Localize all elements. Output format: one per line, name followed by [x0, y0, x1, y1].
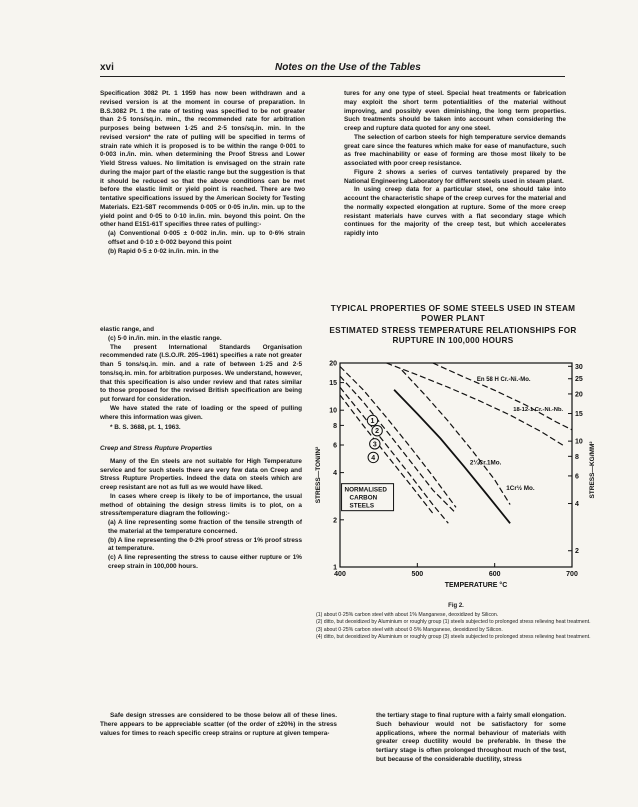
x-tick-label: 700 — [566, 571, 578, 578]
paragraph: In using creep data for a particular steel, one should take into account the characteristic shape of the creep curves for the material and the normally expected elongation at rupture. Some of the more creep resistant materials have curves with a flat secondary stage which continues for the majority of the creep test, but which accelerates rapidly into — [344, 186, 566, 237]
list-item: (b) Rapid 0·5 ± 0·02 in./in. min. in the — [108, 247, 219, 255]
y-right-tick-label: 6 — [575, 473, 579, 481]
plot-frame — [340, 363, 572, 567]
section-heading: Creep and Stress Rupture Properties — [100, 445, 213, 452]
y-right-tick-label: 30 — [575, 363, 583, 371]
steels-label: STEELS — [349, 502, 375, 510]
cr1mo-label: 1Cr½ Mo. — [506, 484, 535, 492]
figure-caption — [316, 612, 596, 642]
series-line-7 — [394, 390, 510, 524]
page-header — [100, 62, 565, 77]
paragraph: tures for any one type of steel. Special heat treatments or fabrication may exploit the short term potentialities of the material without improving, and possibly even diminishing, the long term properties. Such treatments should be taken into account when considering the creep and rupture data quoted for any one steel. — [344, 90, 566, 132]
paragraph: We have stated the rate of loading or the speed of pulling where this information was given. — [100, 404, 302, 421]
axis-ticks — [315, 361, 596, 590]
y-tick-label: 6 — [333, 442, 337, 450]
list-item: (a) A line representing some fraction of the tensile strength of the material at the temperature concerned. — [108, 519, 302, 535]
caption-line: (3) about 0·25% carbon steel with about 0·5% Manganese, deoxidized by Silicon. — [316, 626, 503, 633]
right-column-top — [344, 90, 566, 239]
caption-line: (4) ditto, but deoxidized by Aluminium or roughly group (3) steels subjected to prolonged stress relieving heat treatment. — [316, 634, 591, 641]
paragraph: Many of the En steels are not suitable for High Temperature service and for such steels there are very few data on Creep and Stress Rupture Properties. Indeed the data on steels which are creep resistant are not as full as we would have liked. — [100, 457, 302, 491]
running-title: Notes on the Use of the Tables — [275, 62, 421, 73]
y-axis-label-left: STRESS—TON/IN² — [315, 446, 322, 504]
figure-title-line-2: POWER PLANT — [421, 314, 485, 323]
series-line-6 — [433, 363, 572, 430]
list-item: (c) A line representing the stress to cause either rupture or 1% creep strain in 100,000 hours. — [108, 554, 302, 570]
carbon-label: CARBON — [349, 494, 378, 502]
y-right-tick-label: 20 — [575, 391, 583, 399]
paragraph: elastic range, and — [100, 326, 154, 333]
y-tick-label: 4 — [333, 470, 337, 478]
paragraph: the tertiary stage to final rupture with a fairly small elongation. Such behaviour would not be satisfactory for some applications, where the normal behaviour of materials with greater creep ductility would be preferable. In these the tertiary stage is often prolonged throughout much of the test, but because of the considerable ductility, stress — [376, 712, 566, 763]
y-right-tick-label: 8 — [575, 453, 579, 461]
y-right-tick-label: 25 — [575, 376, 583, 384]
x-tick-label: 500 — [411, 571, 424, 578]
bottom-right-paragraph — [376, 712, 566, 765]
marker-label-4: 4 — [371, 454, 376, 462]
paragraph: The present International Standards Organisation recommended rate (I.S.O./R. 205–1961) specifies a rate not greater than 5 tons/sq.in. min. and a rate of between 1·25 and 2·5 tons/sq.in. min. for arbitration purposes. We understand, however, that this specification is also under review and that rates similar to those proposed for the revised British specification are being put forward for consideration. — [100, 343, 302, 403]
y-right-tick-label: 2 — [575, 548, 579, 556]
x-tick-label: 600 — [488, 571, 501, 578]
cr214-label: 2¼Cr.1Mo. — [469, 459, 502, 467]
paragraph: Specification 3082 Pt. 1 1959 has now been withdrawn and a revised version is at the moment in course of preparation. In B.S.3082 Pt. 1 the rate of testing was specified to be not greater than 2·5 tons/sq.in. min., the recommended rate for arbitration purposes being between 1·25 and 2·5 tons/sq.in. min. In the revised version* the rate of pulling will be specified in terms of strain rate which it is proposed is to be within the range 0·001 to 0·003 in./in. min. when determining the Proof Stress and Lower Yield Stress values. No limitation is envisaged on the strain rate during the major part of the elastic range but the suggestion is that it should be reduced so that the above conditions can be met before the elastic limit or yield point is reached. There are two tentative specifications issued by the American Society for Testing Materials. E21-58T recommends 0·005 or 0·05 in./in. min. up to the yield point and 0·05 to 0·10 in./in. min. beyond this point. On the other hand E151-61T specifies three rates of pulling:- — [100, 90, 305, 229]
curve-labels — [342, 377, 564, 510]
plot-border — [340, 363, 572, 567]
y-tick-label: 2 — [333, 517, 337, 525]
left-column-middle — [100, 326, 302, 572]
x-tick-label: 400 — [334, 571, 346, 578]
crnb-label: 18-12-1 Cr.-Ni.-Nb. — [513, 406, 564, 413]
paragraph: Safe design stresses are considered to be those below all of these lines. There appears to be appreciable scatter (of the order of ±20%) in the stress values for times to reach specific creep strains or rupture at given tempera- — [100, 712, 337, 737]
bottom-left-paragraph — [100, 712, 337, 738]
y-tick-label: 15 — [329, 380, 337, 388]
left-column-top — [100, 90, 305, 256]
paragraph: Figure 2 shows a series of curves tentatively prepared by the National Engineering Laboratory for different steels used in steam plant. — [344, 168, 566, 185]
y-axis-label-right: STRESS—KG/MM² — [589, 441, 596, 499]
y-right-tick-label: 4 — [575, 501, 579, 509]
caption-line: (1) about 0·25% carbon steel with about 1% Manganese, deoxidized by Silicon. — [316, 612, 499, 618]
marker-label-1: 1 — [370, 417, 375, 425]
y-right-tick-label: 10 — [575, 438, 583, 446]
figure-title-line-3: ESTIMATED STRESS TEMPERATURE RELATIONSHIPS FOR — [329, 326, 577, 335]
paragraph: In cases where creep is likely to be of importance, the usual method of obtaining the design stress limits is to plot, on a stress/temperature diagram the following:- — [100, 492, 302, 518]
figure-title-line-4: RUPTURE IN 100,000 HOURS — [392, 336, 514, 345]
paragraph: The selection of carbon steels for high temperature service demands great care since the features which make for ease of manufacture, such as free machinability or ease of forming are those most likely to be associated with poor creep resistance. — [344, 133, 566, 167]
figure-label: Fig 2. — [448, 603, 464, 609]
page-number: xvi — [100, 62, 114, 73]
caption-line: (2) ditto, but deoxidized by Aluminium or roughly group (1) steels subjected to prolonged stress relieving heat treatment. — [316, 619, 591, 626]
stress-temperature-chart — [300, 355, 600, 610]
y-right-tick-label: 15 — [575, 411, 583, 419]
figure-title-line-1: TYPICAL PROPERTIES OF SOME STEELS USED IN STEAM — [330, 304, 576, 313]
normalised-label: NORMALISED — [344, 486, 387, 494]
list-item: (a) Conventional 0·005 ± 0·002 in./in. min. up to 0·6% strain offset and 0·10 ± 0·002 beyond this point — [108, 230, 305, 246]
series-line-5 — [386, 363, 564, 446]
y-tick-label: 10 — [329, 407, 337, 415]
x-axis-label: TEMPERATURE °C — [444, 582, 508, 589]
marker-label-3: 3 — [372, 441, 377, 449]
y-tick-label: 8 — [333, 422, 337, 430]
list-item: (c) 5·0 in./in. min. in the elastic range. — [108, 334, 222, 342]
en58-label: En 58 H Cr.-Ni.-Mo. — [476, 377, 531, 384]
list-item: (b) A line representing the 0·2% proof stress or 1% proof stress at temperature. — [108, 536, 302, 553]
footnote: * B. S. 3688, pt. 1, 1963. — [110, 424, 181, 432]
marker-label-2: 2 — [375, 428, 380, 436]
y-tick-label: 20 — [329, 360, 337, 368]
y-tick-label: 1 — [333, 564, 337, 572]
